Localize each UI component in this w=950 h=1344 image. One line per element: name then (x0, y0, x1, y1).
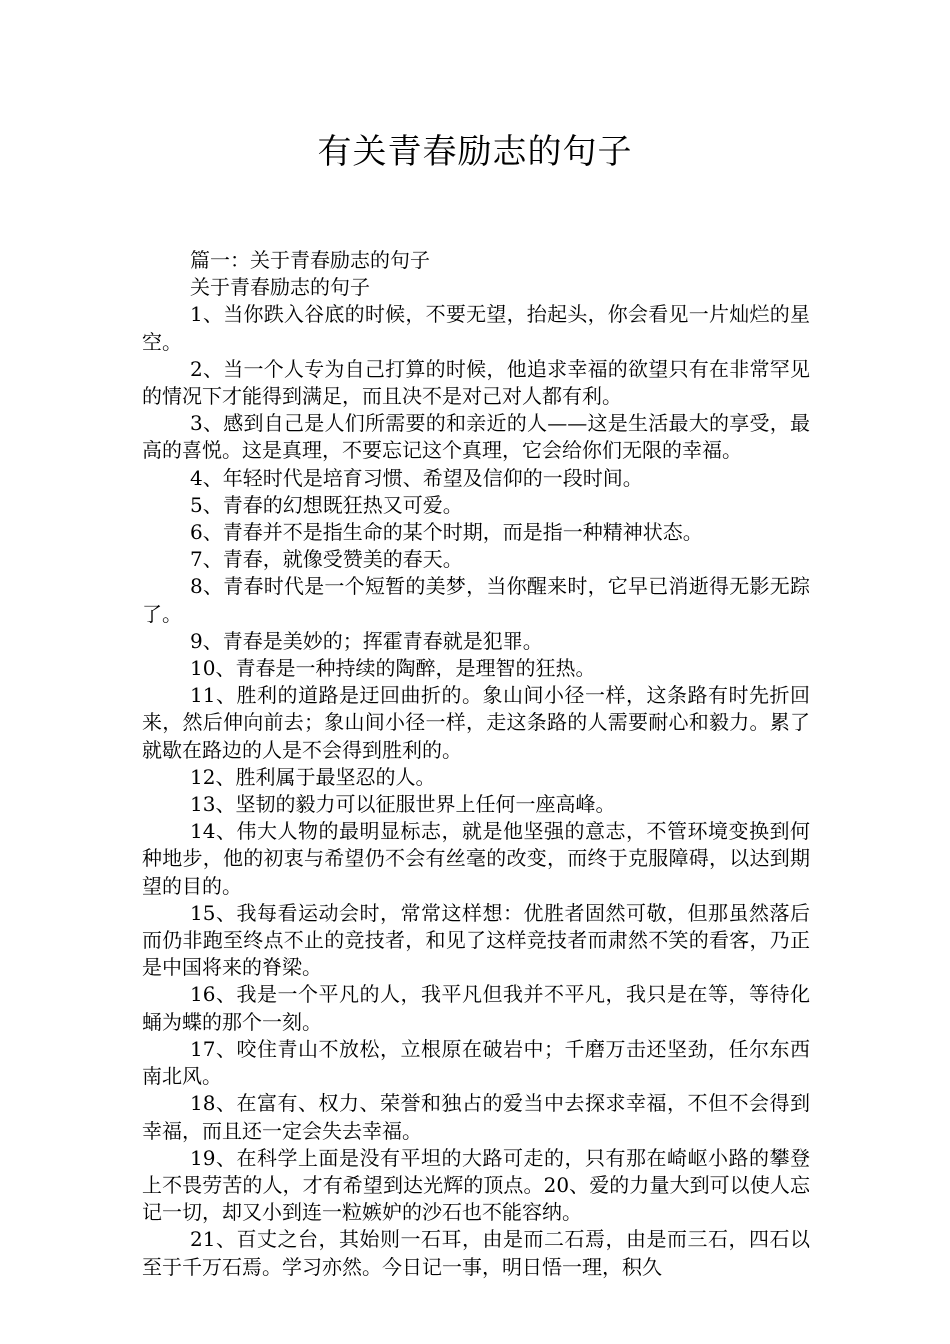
paragraph-quote-12: 12、胜利属于最坚忍的人。 (190, 764, 436, 789)
paragraph-quote-3: 3、感到自己是人们所需要的和亲近的人——这是生活最大的享受，最高的喜悦。这是真理，不要忘记这个真理，它会给你们无限的幸福。 (142, 411, 810, 463)
paragraph-quote-6: 6、青春并不是指生命的某个时期，而是指一种精神状态。 (190, 520, 703, 545)
paragraph-quote-1: 1、当你跌入谷底的时候，不要无望，抬起头，你会看见一片灿烂的星空。 (142, 302, 810, 354)
paragraph-quote-7: 7、青春，就像受赞美的春天。 (190, 547, 463, 572)
paragraph-quote-15: 15、我每看运动会时，常常这样想：优胜者固然可敬，但那虽然落后而仍非跑至终点不止的竞技者，和见了这样竞技者而肃然不笑的看客，乃正是中国将来的脊梁。 (142, 900, 810, 980)
paragraph-quote-19: 19、在科学上面是没有平坦的大路可走的，只有那在崎岖小路的攀登上不畏劳苦的人，才有希望到达光辉的顶点。20、爱的力量大到可以使人忘记一切，却又小到连一粒嫉妒的沙石也不能容纳。 (142, 1145, 810, 1225)
paragraph-quote-4: 4、年轻时代是培育习惯、希望及信仰的一段时间。 (190, 465, 643, 490)
paragraph-quote-18: 18、在富有、权力、荣誉和独占的爱当中去探求幸福，不但不会得到幸福，而且还一定会失去幸福。 (142, 1091, 810, 1143)
paragraph-subheading: 关于青春励志的句子 (190, 275, 370, 300)
paragraph-quote-14: 14、伟大人物的最明显标志，就是他坚强的意志，不管环境变换到何种地步，他的初衷与希望仍不会有丝毫的改变，而终于克服障碍，以达到期望的目的。 (142, 819, 810, 898)
paragraph-quote-10: 10、青春是一种持续的陶醉，是理智的狂热。 (190, 656, 596, 681)
paragraph-quote-13: 13、坚韧的毅力可以征服世界上任何一座高峰。 (190, 792, 616, 817)
paragraph-quote-21: 21、百丈之台，其始则一石耳，由是而二石焉，由是而三石，四石以至于千万石焉。学习亦然。今日记一事，明日悟一理，积久 (142, 1227, 810, 1279)
paragraph-quote-5: 5、青春的幻想既狂热又可爱。 (190, 492, 463, 517)
document-body (142, 247, 810, 1281)
paragraph-heading: 篇一：关于青春励志的句子 (190, 248, 430, 272)
paragraph-quote-16: 16、我是一个平凡的人，我平凡但我并不平凡，我只是在等，等待化蛹为蝶的那个一刻。 (142, 982, 810, 1034)
paragraph-quote-9: 9、青春是美妙的；挥霍青春就是犯罪。 (190, 628, 543, 653)
paragraph-quote-8: 8、青春时代是一个短暂的美梦，当你醒来时，它早已消逝得无影无踪了。 (142, 574, 810, 626)
paragraph-quote-11: 11、胜利的道路是迂回曲折的。象山间小径一样，这条路有时先折回来，然后伸向前去；象山间小径一样，走这条路的人需要耐心和毅力。累了就歇在路边的人是不会得到胜利的。 (142, 683, 810, 762)
paragraph-quote-2: 2、当一个人专为自己打算的时候，他追求幸福的欲望只有在非常罕见的情况下才能得到满足，而且决不是对己对人都有利。 (142, 356, 810, 409)
document-title: 有关青春励志的句子 (317, 132, 633, 172)
paragraph-quote-17: 17、咬住青山不放松，立根原在破岩中；千磨万击还坚劲，任尔东西南北风。 (142, 1036, 810, 1089)
